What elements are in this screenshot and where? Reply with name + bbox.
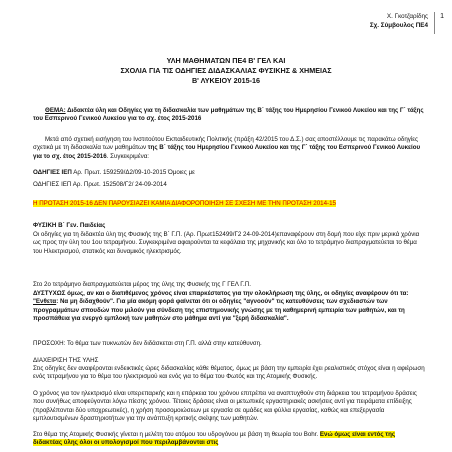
theme-label: ΘΕΜΑ: xyxy=(45,107,66,114)
management-paragraph-3b: Ενώ όμως είναι εντός της διδακτέας ύλης όλοι οι υπολογισμοί που περιλαμβάνονται στις xyxy=(33,431,396,447)
physics-paragraph-3b: "Ενθετα xyxy=(33,298,57,306)
notice-text: Η ΠΡΟΤΑΣΗ 2015-16 ΔΕΝ ΠΑΡΟΥΣΙΑΖΕΙ ΚΑΜΙΑ ΔΙΑΦΟΡΟΠΟΙΗΣΗ ΣΕ ΣΧΕΣΗ ΜΕ ΤΗΝ ΠΡΟΤΑΣΗ 2014-15 xyxy=(33,200,336,207)
intro-paragraph xyxy=(33,136,425,161)
title-line-2: ΣΧΟΛΙΑ ΓΙΑ ΤΙΣ ΟΔΗΓΙΕΣ ΔΙΔΑΣΚΑΛΙΑΣ ΦΥΣΙΚΗΣ & ΧΗΜΕΙΑΣ xyxy=(120,66,332,75)
header-role: Σχ. Σύμβουλος ΠΕ4 xyxy=(369,21,428,29)
reference-1-text: Αρ. Πρωτ. 159259/Δ2/09-10-2015 Όμοιες με xyxy=(71,169,195,176)
physics-paragraph-3c: : Να μη διδαχθούν". Για μία ακόμη φορά φαίνεται ότι οι οδηγίες "αγνοούν" τις κατευθύνσεις των σχεδιαστών των προγραμμάτων σπουδών που μιλούν για σύνδεση της επιστημονικής γνώσης με τη καθημερινή εμπειρία των μαθητών, και τη προσπάθεια για ενεργό εμπλοκή των μαθητών στο μάθημα αντί για "ξερή διδασκαλία". xyxy=(33,298,405,322)
intro-text-b: της Β΄ τάξης του Ημερησίου Γενικού Λυκείου και της Γ΄ τάξης του Εσπερινού Γενικού Λυκείου για το σχ. έτος 2015-2016 xyxy=(33,144,421,160)
physics-paragraph-2: Στο 2ο τετράμηνο διαπραγματεύεται μέρος της ύλης της Φυσικής της Γ ΓΕΛ Γ.Π. xyxy=(33,281,251,288)
theme-text: Διδακτέα ύλη και Οδηγίες για τη διδασκαλία των μαθημάτων της Β΄ τάξης του Ημερησίου Γενικού Λυκείου και της Γ΄ τάξης του Εσπερινού Γενικού Λυκείου για το σχ. έτος 2015-2016 xyxy=(33,107,424,123)
management-paragraph-3a: Στο θέμα της Ατομικής Φυσικής γίνεται η μελέτη του ατόμου του υδρογόνου με βάση τη θεωρία του Bohr. xyxy=(33,431,320,438)
management-paragraph-2: Ο χρόνος για τον ηλεκτρισμό είναι υπερεπαρκής και η επάρκεια του χρόνου επιτρέπει να αναπτυχθούν στη διάρκεια του τετραμήνου δράσεις που συνήθως αποφεύγονται λόγω πίεσης χρόνου. Τέτοιες δράσεις είναι οι μετωπικές εργαστηριακές ασκήσεις αντί για πειράματα επίδειξης (προβλέπονται δύο υποχρεωτικές), η χρήση προσομοιώσεων με εργασία σε ομάδες και φύλλα εργασίας, καθώς και επεξεργασία εμπλουτισμένων δραστηριοτήτων για την ανάπτυξη κριτικής σκέψης των μαθητών. xyxy=(33,390,417,422)
theme-paragraph xyxy=(33,107,425,124)
physics-note: ΠΡΟΣΟΧΗ: Το θέμα των πυκνωτών δεν διδάσκεται στη Γ.Π. αλλά στην κατεύθυνση. xyxy=(33,340,262,347)
reference-1-label: ΟΔΗΓΙΕΣ ΙΕΠ xyxy=(33,169,72,176)
reference-1 xyxy=(33,169,425,177)
header-author: Χ. Γκοτζαρίδης xyxy=(386,13,428,20)
page-number: 1 xyxy=(440,13,444,20)
management-paragraph-3 xyxy=(33,431,425,448)
header-author-block xyxy=(370,13,428,30)
title-line-3: Β' ΛΥΚΕΙΟΥ 2015-16 xyxy=(191,76,261,85)
physics-paragraph-3 xyxy=(33,290,425,323)
physics-paragraph-1: Οι οδηγίες για τη διδακτέα ύλη της Φυσικής της Β΄ Γ.Π. (Αρ. Πρωτ152499/Γ2 24-09-2014)επαναφέρουν στη δομή που είχε πριν μερικά χρόνια ως προς την ύλη του 1ου τετραμήνου. Συγκεκριμένα αφαιρούνται τα κεφάλαια της μηχανικής και όλο το τετράμηνο διαπραγματεύεται το θέμα του Ηλεκτρισμού, στατικός και δυναμικός ηλεκτρισμός. xyxy=(33,231,420,255)
management-heading: ΔΙΑΧΕΙΡΙΣΗ ΤΗΣ ΥΛΗΣ xyxy=(33,357,99,364)
physics-paragraph-3a: ΔΥΣΤΥΧΩΣ όμως, αν και ο διατιθέμενος χρόνος είναι επαρκέστατος για την ολοκλήρωση της ύλης, οι οδηγίες αναφέρουν ότι τα: xyxy=(33,290,409,297)
physics-heading: ΦΥΣΙΚΗ Β΄ Γεν. Παιδείας xyxy=(33,222,106,229)
management-paragraph-1: Στις οδηγίες δεν αναφέρονται ενδεικτικές ώρες διδασκαλίας κάθε θέματος, όμως με βάση την εμπειρία έχει ρεαλιστικός στόχος είναι η αφιέρωση ενός τετραμήνου για το θέμα του ηλεκτρισμού και ενός για το θέμα του Φωτός και της Ατομικής Φυσικής. xyxy=(33,365,425,381)
intro-text-c: . Συγκεκριμένα: xyxy=(106,152,149,160)
intro-text-a: Μετά από σχετική εισήγηση του Ινστιτούτου Εκπαιδευτικής Πολιτικής (πράξη 42/2015 του Δ.Σ.) σας αποστέλλουμε τις παρακάτω οδηγίες σχετικά με τη διδασκαλία των μαθημάτων xyxy=(33,136,418,152)
header-divider xyxy=(434,12,435,34)
title-line-1: ΥΛΗ ΜΑΘΗΜΑΤΩΝ ΠΕ4 Β' ΓΕΛ ΚΑΙ xyxy=(166,56,286,65)
reference-2: ΟΔΗΓΙΕΣ ΙΕΠ Αρ. Πρωτ. 152508/Γ2/ 24-09-2014 xyxy=(33,181,167,188)
notice-line xyxy=(33,200,425,208)
